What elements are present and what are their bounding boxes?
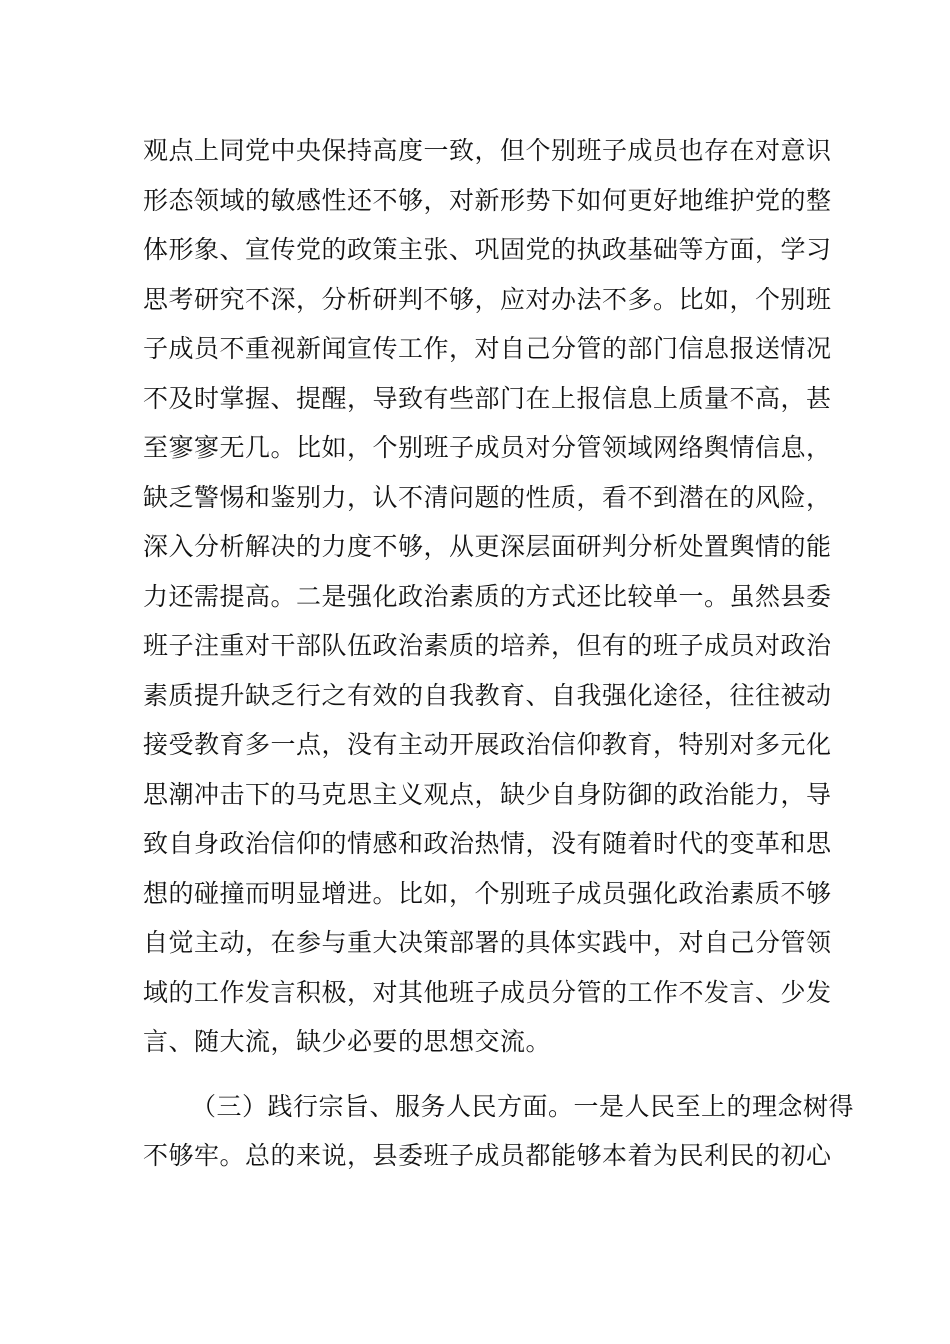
text-line: 不及时掌握、提醒，导致有些部门在上报信息上质量不高，甚 xyxy=(143,384,832,413)
text-line: 形态领域的敏感性还不够，对新形势下如何更好地维护党的整 xyxy=(143,186,832,215)
text-line: 力还需提高。二是强化政治素质的方式还比较单一。虽然县委 xyxy=(143,582,832,611)
text-line: 观点上同党中央保持高度一致，但个别班子成员也存在对意识 xyxy=(143,136,832,165)
text-line: 思考研究不深，分析研判不够，应对办法不多。比如，个别班 xyxy=(143,285,832,314)
text-line: 体形象、宣传党的政策主张、巩固党的执政基础等方面，学习 xyxy=(143,235,832,264)
text-line: 言、随大流，缺少必要的思想交流。 xyxy=(143,1027,552,1056)
text-line: 接受教育多一点，没有主动开展政治信仰教育，特别对多元化 xyxy=(143,730,832,759)
text-line: 思潮冲击下的马克思主义观点，缺少自身防御的政治能力，导 xyxy=(143,780,832,809)
text-line: 深入分析解决的力度不够，从更深层面研判分析处置舆情的能 xyxy=(143,532,832,561)
text-line: 不够牢。总的来说，县委班子成员都能够本着为民利民的初心 xyxy=(143,1141,832,1170)
section-heading-line: （三）践行宗旨、服务人民方面。一是人民至上的理念树得 xyxy=(191,1092,855,1121)
text-line: 想的碰撞而明显增进。比如，个别班子成员强化政治素质不够 xyxy=(143,879,832,908)
text-line: 至寥寥无几。比如，个别班子成员对分管领域网络舆情信息， xyxy=(143,433,832,462)
text-line: 致自身政治信仰的情感和政治热情，没有随着时代的变革和思 xyxy=(143,829,832,858)
text-line: 素质提升缺乏行之有效的自我教育、自我强化途径，往往被动 xyxy=(143,681,832,710)
text-line: 自觉主动，在参与重大决策部署的具体实践中，对自己分管领 xyxy=(143,928,832,957)
text-line: 缺乏警惕和鉴别力，认不清问题的性质，看不到潜在的风险， xyxy=(143,483,832,512)
text-line: 域的工作发言积极，对其他班子成员分管的工作不发言、少发 xyxy=(143,978,832,1007)
text-line: 班子注重对干部队伍政治素质的培养，但有的班子成员对政治 xyxy=(143,631,832,660)
text-line: 子成员不重视新闻宣传工作，对自己分管的部门信息报送情况 xyxy=(143,334,832,363)
